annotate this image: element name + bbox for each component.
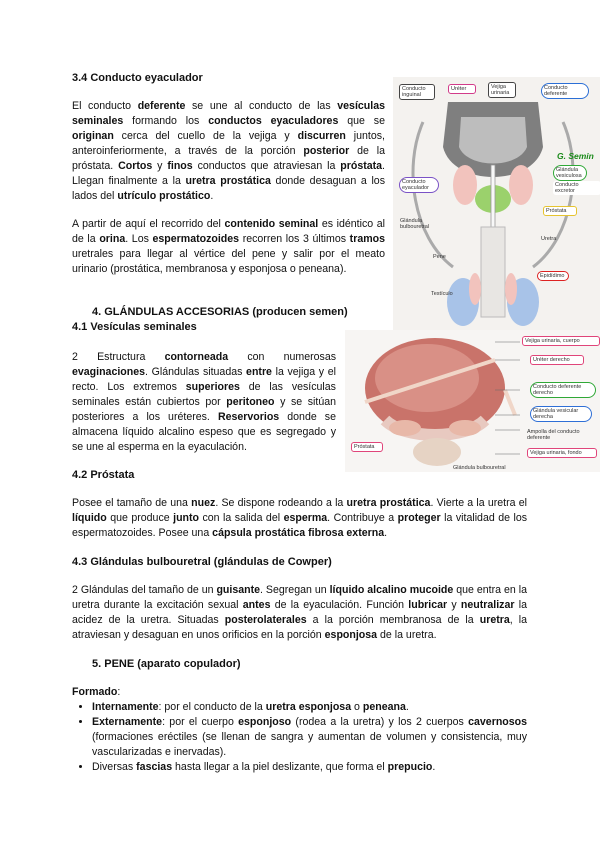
- subsection-heading-4-2: 4.2 Próstata: [72, 469, 135, 481]
- bold-term: fascias: [136, 761, 173, 773]
- bold-term: nuez: [191, 497, 216, 509]
- label-vejiga-fondo: Vejiga urinaria, fondo: [527, 448, 597, 458]
- section-heading-5: 5. PENE (aparato copulador): [92, 658, 241, 670]
- bold-term: peneana: [362, 701, 406, 713]
- bold-term: contorneada: [164, 351, 229, 363]
- bold-term: deferente: [137, 100, 186, 112]
- bold-term: originan: [72, 130, 114, 142]
- bold-term: Reservorios: [217, 411, 280, 423]
- bold-term: tramos: [349, 233, 385, 245]
- bold-term: antes: [242, 599, 271, 611]
- label-conducto-eyaculador: Conducto eyaculador: [399, 177, 439, 193]
- male-reproductive-diagram: [393, 77, 600, 330]
- section-heading-3-4: 3.4 Conducto eyaculador: [72, 72, 203, 84]
- bold-term: entre: [246, 366, 272, 378]
- bold-term: prepucio: [387, 761, 433, 773]
- bold-term: conductos eyaculadores: [208, 115, 339, 127]
- bold-term: próstata: [340, 160, 383, 172]
- paragraph-recorrido-seminal: A partir de aquí el recorrido del contenido seminal es idéntico al de la orina. Los espermatozoides recorren los 3 últimos tramos uretrales para llegar al vértice del pene y salir por el meato urinario (prostática, membranosa y esponjosa o peneana).: [72, 218, 385, 275]
- paragraph-vesiculas-seminales: 2 Estructura contorneada con numerosas evaginaciones. Glándulas situadas entre la vejiga y el recto. Los extremos superiores de las vesículas seminales están cubiertos por peritoneo y se sitúan posteriores a los uréteres. Reservorios donde se almacena líquido alcalino espeso que es segregado y se une al esperma en la eyaculación.: [72, 351, 337, 453]
- bold-term: líquido: [72, 512, 107, 524]
- list-item: • Externamente: por el cuerpo esponjoso (rodea a la uretra) y los 2 cuerpos cavernosos (formaciones eréctiles (se llenan de sangra y aumentan de volumen y consistencia, muy vascularizadas e inervadas).: [92, 715, 527, 760]
- bold-term: guisante: [216, 584, 261, 596]
- label-vejiga-urinaria: Vejiga urinaria: [488, 82, 516, 98]
- label-uretra: Uretra: [541, 236, 557, 242]
- label-glandula-bulbouretral: Glándula bulbouretral: [400, 218, 430, 230]
- subsection-heading-4-1: 4.1 Vesículas seminales: [72, 321, 197, 333]
- label-pene: Pene: [433, 254, 446, 260]
- formado-label: Formado:: [72, 686, 121, 698]
- label-prostata: Próstata: [543, 206, 577, 216]
- bold-term: contenido seminal: [224, 218, 319, 230]
- label-conducto-deferente: Conducto deferente: [541, 83, 589, 99]
- label-conducto-inguinal: Conducto inguinal: [399, 84, 435, 100]
- bold-term: uretra: [479, 614, 510, 626]
- list-item: • Diversas fascias hasta llegar a la piel deslizante, que forma el prepucio.: [92, 760, 527, 775]
- label-vejiga-cuerpo: Vejiga urinaria, cuerpo: [522, 336, 600, 346]
- subsection-heading-4-3: 4.3 Glándulas bulbouretral (glándulas de Cowper): [72, 556, 332, 568]
- bold-term: discurren: [297, 130, 346, 142]
- bold-term: finos: [167, 160, 193, 172]
- bold-term: posterolaterales: [224, 614, 307, 626]
- bold-term: orina: [99, 233, 126, 245]
- bold-term: cápsula prostática fibrosa externa: [212, 527, 385, 539]
- label-glandula-vesiculosa: Glándula vesiculosa: [553, 165, 587, 181]
- label-testiculo: Testículo: [431, 291, 453, 297]
- paragraph-bulbouretral: 2 Glándulas del tamaño de un guisante. Segregan un líquido alcalino mucoide que entra en la uretra durante la excitación sexual antes de la eyaculación. Función lubricar y neutralizar la acidez de la uretra. Situadas posterolaterales a la porción membranosa de la uretra, la atraviesan y desaguan en unos orificios en la porción esponjosa de la uretra.: [72, 584, 528, 641]
- bold-term: evaginaciones: [72, 366, 146, 378]
- bold-term: lubricar: [408, 599, 448, 611]
- bold-term: uretra esponjosa: [265, 701, 352, 713]
- label-epididimo: Epidídimo: [537, 271, 569, 281]
- bold-term: neutralizar: [460, 599, 515, 611]
- male-reproductive-illustration: [393, 77, 600, 330]
- bold-term: Cortos: [118, 160, 153, 172]
- label-g-semin: G. Semin: [557, 151, 594, 161]
- bold-term: líquido alcalino mucoide: [329, 584, 454, 596]
- bold-term: esperma: [283, 512, 328, 524]
- bold-term: uretra prostática: [346, 497, 431, 509]
- bold-term: peritoneo: [226, 396, 275, 408]
- paragraph-prostata: Posee el tamaño de una nuez. Se dispone rodeando a la uretra prostática. Vierte a la uretra el líquido que produce junto con la salida del esperma. Contribuye a proteger la vitalidad de los espermatozoides. Posee una cápsula prostática fibrosa externa.: [72, 497, 528, 539]
- bold-term: Internamente: [92, 701, 159, 713]
- list-item: • Internamente: por el conducto de la uretra esponjosa o peneana.: [92, 700, 527, 715]
- paragraph-conducto-eyaculador: El conducto deferente se une al conducto de las vesículas seminales formando los conductos eyaculadores que se originan cerca del cuello de la vejiga y discurren juntos, anteroinferiormente, a través de la porción posterior de la próstata. Cortos y finos conductos que atraviesan la próstata. Llegan finalmente a la uretra prostática donde desaguan a los lados del utrículo prostático.: [72, 100, 386, 202]
- bold-term: junto: [173, 512, 200, 524]
- bold-term: vesículas seminales: [72, 100, 385, 127]
- label-vesicular-derecha: Glándula vesicular derecha: [530, 406, 592, 422]
- label-ampolla: Ampolla del conducto deferente: [527, 429, 580, 441]
- bold-term: esponjoso: [238, 716, 292, 728]
- label-conducto-excretor: Conducto excretor: [553, 181, 600, 195]
- pene-bullet-list: [72, 700, 527, 775]
- bold-term: superiores: [185, 381, 240, 393]
- label-ureter: Uréter: [448, 84, 476, 94]
- bold-term: esponjosa: [324, 629, 378, 641]
- bold-term: espermatozoides: [152, 233, 240, 245]
- bold-term: cavernosos: [468, 716, 528, 728]
- section-heading-4: 4. GLÁNDULAS ACCESORIAS (producen semen): [92, 306, 348, 318]
- bold-term: utrículo prostático: [117, 190, 211, 202]
- bold-term: proteger: [397, 512, 441, 524]
- label-ureter-derecho: Uréter derecho: [530, 355, 584, 365]
- label-deferente-derecho: Conducto deferente derecho: [530, 382, 596, 398]
- bold-term: Externamente: [92, 716, 163, 728]
- label-prostata-fig2: Próstata: [351, 442, 383, 452]
- bladder-posterior-diagram: [345, 330, 600, 472]
- bold-term: uretra prostática: [185, 175, 271, 187]
- label-bulbouretral-fig2: Glándula bulbouretral: [453, 465, 506, 471]
- bold-term: posterior: [303, 145, 350, 157]
